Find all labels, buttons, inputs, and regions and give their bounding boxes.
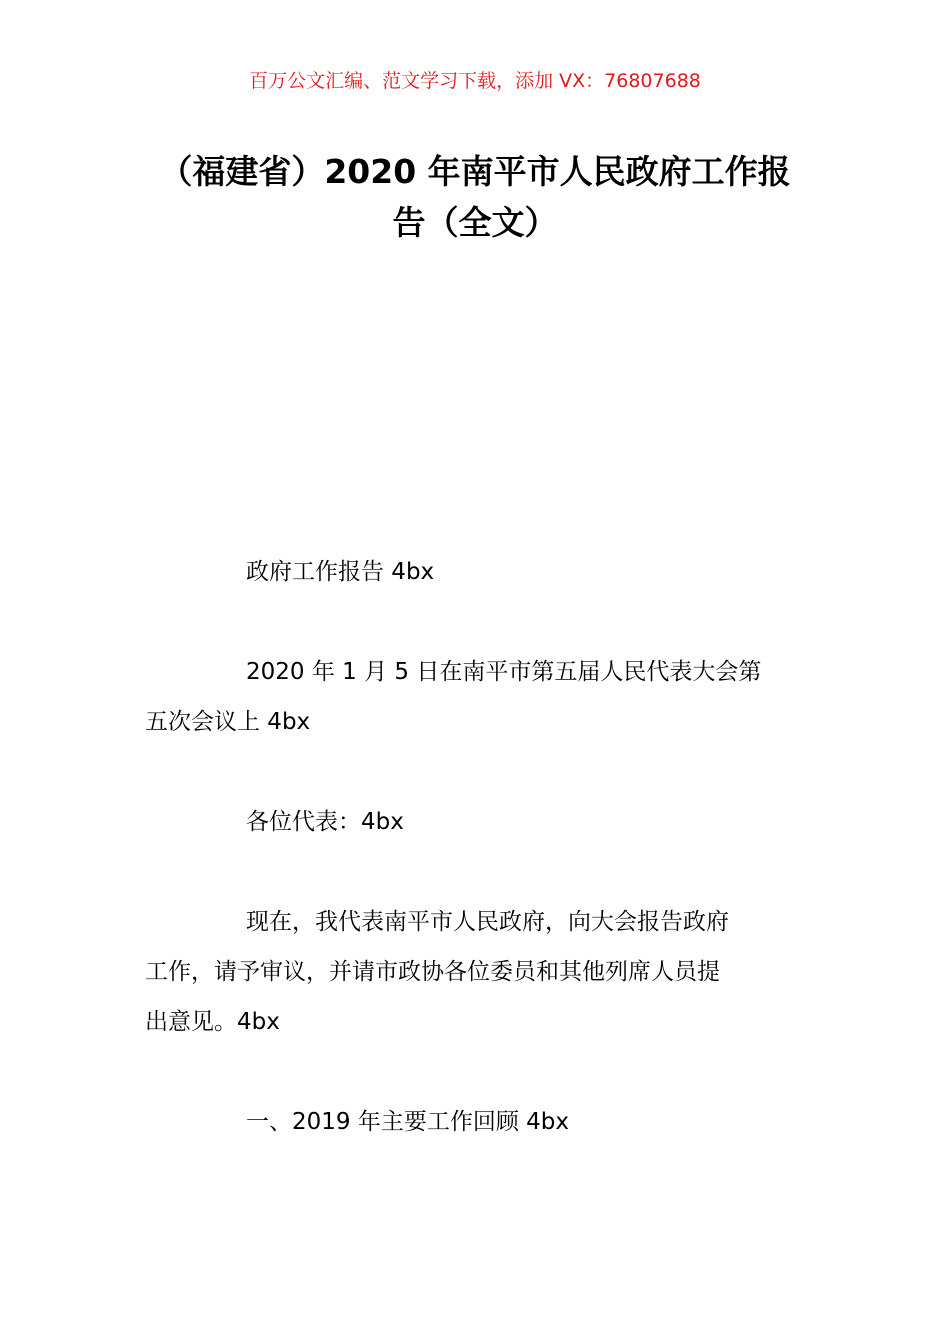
paragraph-line: 政府工作报告 4bx [246, 559, 435, 585]
document-body [145, 547, 815, 1197]
paragraph-meeting-info [145, 647, 815, 747]
title-line: （福建省）2020 年南平市人民政府工作报 [159, 152, 791, 191]
section-heading [145, 1097, 815, 1147]
paragraph-intro [145, 897, 815, 1047]
paragraph-line: 各位代表：4bx [246, 809, 404, 835]
title-line: 告（全文） [392, 203, 558, 242]
paragraph-line: 现在，我代表南平市人民政府，向大会报告政府 [246, 909, 729, 935]
watermark-header: 百万公文汇编、范文学习下载，添加 VX：76807688 [249, 70, 701, 92]
document-title [140, 146, 810, 248]
paragraph-line: 出意见。4bx [145, 1009, 280, 1035]
paragraph-line: 2020 年 1 月 5 日在南平市第五届人民代表大会第 [246, 659, 762, 685]
paragraph-line: 五次会议上 4bx [145, 709, 311, 735]
paragraph-salutation [145, 797, 815, 847]
paragraph-line: 一、2019 年主要工作回顾 4bx [246, 1109, 569, 1135]
paragraph-line: 工作，请予审议，并请市政协各位委员和其他列席人员提 [145, 959, 720, 985]
paragraph-report-name [145, 547, 815, 597]
